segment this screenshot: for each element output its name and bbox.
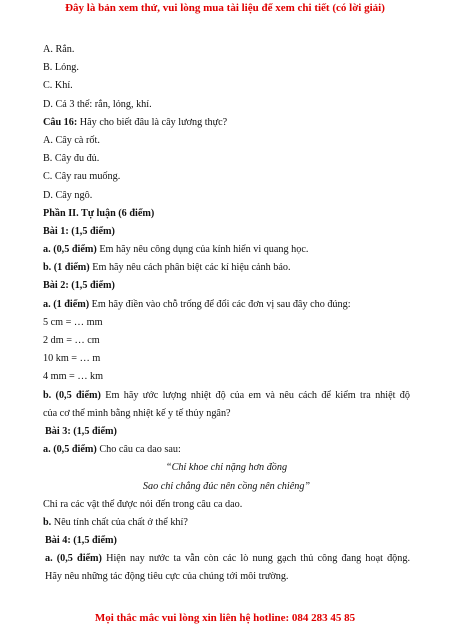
- bai1-title: [43, 223, 410, 241]
- bai4-a-line2: Hãy nêu những tác động tiêu cực của chúng tới môi trường.: [45, 571, 289, 583]
- conversion-1: 5 cm = … mm: [43, 316, 103, 328]
- q15-option-a: A. Rắn.: [43, 44, 75, 55]
- q16-text: Hãy cho biết đâu là cây lương thực?: [77, 116, 228, 128]
- bai3-a-label: a. (0,5 điểm): [43, 444, 97, 456]
- q16-option-c: C. Cây rau muống.: [43, 171, 121, 183]
- bai1-a-text: Em hãy nêu công dụng của kính hiển vi quang học.: [96, 244, 309, 256]
- part2-title-text: Phần II. Tự luận (6 điểm): [43, 207, 155, 219]
- bai2-a-label: a. (1 điểm): [43, 298, 90, 310]
- bai3-a-text-2: Chỉ ra các vật thể được nói đến trong câu ca dao.: [43, 498, 243, 510]
- q16-question: [43, 114, 410, 132]
- bai4-a-text-1: Hiện nay nước ta vẫn còn các lò nung gạch thủ công đang hoạt động.: [101, 553, 410, 565]
- bai1-a-label: a. (0,5 điểm): [43, 244, 97, 256]
- poem-line-2: Sao chỉ chẳng đúc nên cồng nên chiêng”: [142, 480, 311, 492]
- bai2-title: [43, 277, 410, 295]
- bai1-b: [43, 259, 410, 277]
- bai1-title-text: Bài 1: (1,5 điểm): [43, 225, 115, 237]
- poem-line-1: “Chỉ khoe chỉ nặng hơn đồng: [165, 462, 288, 474]
- conversion-3: 10 km = … m: [43, 353, 101, 365]
- bai3-a-text: Cho câu ca dao sau:: [96, 444, 181, 456]
- q16-option-b: B. Cây đu đủ.: [43, 153, 100, 165]
- bai2-b-line1: [43, 387, 410, 405]
- bai1-a: [43, 241, 410, 259]
- bai2-a: [43, 296, 410, 314]
- q15-option-d: D. Cả 3 thể: rắn, lỏng, khí.: [43, 98, 152, 110]
- bai2-a-text: Em hãy điền vào chỗ trống để đổi các đơn vị sau đây cho đúng:: [89, 298, 351, 310]
- footer-banner: Mọi thắc mắc vui lòng xin liên hệ hotline: 084 283 45 85: [94, 612, 356, 624]
- bai3-b: [43, 514, 410, 532]
- q16-option-a: A. Cây cà rốt.: [43, 134, 100, 146]
- bai1-b-text: Em hãy nêu cách phân biệt các kí hiệu cảnh báo.: [89, 262, 291, 274]
- bai3-title: [43, 423, 410, 441]
- q15-option-c: C. Khí.: [43, 80, 73, 92]
- bai3-a: [43, 441, 410, 459]
- header-banner: Đây là bản xem thử, vui lòng mua tài liệu để xem chi tiết (có lời giải): [65, 2, 385, 14]
- bai2-b-text-1: Em hãy ước lượng nhiệt độ của em và nêu cách để kiểm tra nhiệt độ: [100, 389, 410, 401]
- bai3-b-text: Nêu tính chất của chất ở thể khí?: [51, 516, 188, 528]
- q15-option-b: B. Lỏng.: [43, 62, 79, 74]
- q16-option-d: D. Cây ngô.: [43, 189, 93, 201]
- document-body: [43, 41, 410, 587]
- part2-title: [43, 205, 410, 223]
- bai4-a-line1: [43, 550, 410, 568]
- bai3-b-label: b.: [43, 516, 52, 528]
- bai2-b-line2: của cơ thể mình bằng nhiệt kế y tế thủy ngân?: [43, 407, 231, 419]
- bai2-b-label: b. (0,5 điểm): [43, 389, 101, 401]
- q16-label: Câu 16:: [43, 116, 78, 128]
- bai3-title-text: Bài 3: (1,5 điểm): [45, 425, 117, 437]
- bai4-a-label: a. (0,5 điểm): [45, 553, 102, 565]
- bai1-b-label: b. (1 điểm): [43, 262, 90, 274]
- bai2-title-text: Bài 2: (1,5 điểm): [43, 280, 115, 292]
- bai4-title: [43, 532, 410, 550]
- conversion-4: 4 mm = … km: [43, 371, 104, 383]
- bai4-title-text: Bài 4: (1,5 điểm): [45, 535, 117, 547]
- conversion-2: 2 dm = … cm: [43, 335, 100, 346]
